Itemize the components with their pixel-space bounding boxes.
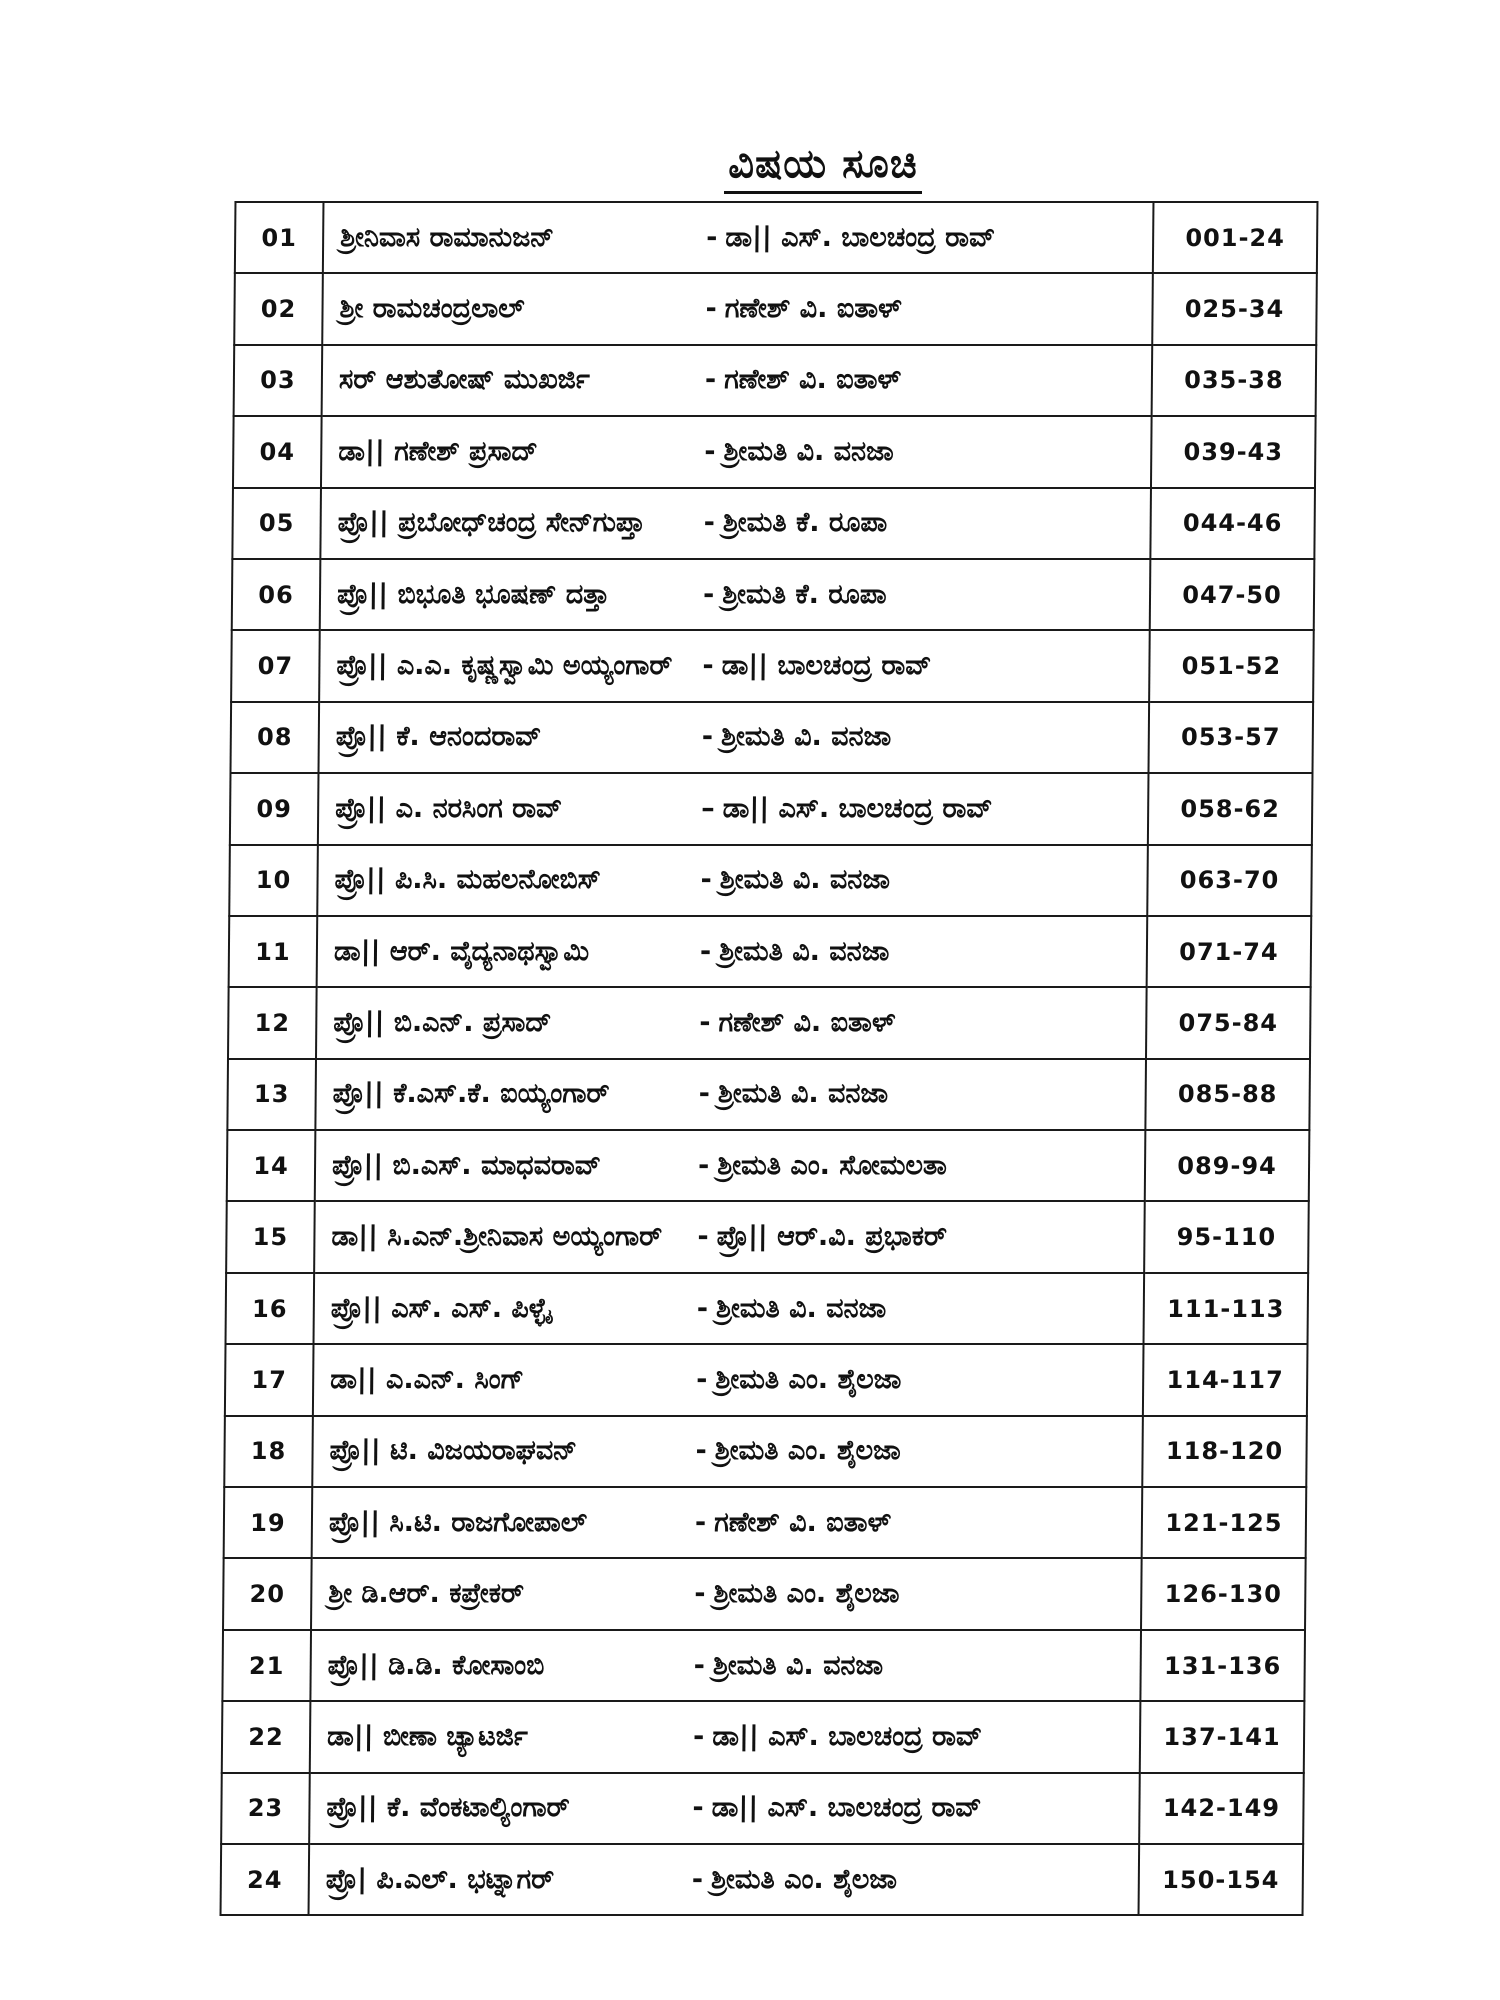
- entry-title-cell: [313, 1344, 1144, 1415]
- entry-title-cell: [310, 1701, 1141, 1772]
- entry-number: 06: [232, 559, 321, 630]
- entry-author: ಶ್ರೀಮತಿ ಎಂ. ಸೋಮಲತಾ: [717, 1149, 947, 1181]
- entry-pages: 121-125: [1142, 1487, 1307, 1558]
- entry-number: 03: [234, 345, 323, 416]
- table-row: [229, 916, 1312, 987]
- entry-number: 01: [235, 202, 324, 273]
- entry-pages: 142-149: [1139, 1773, 1304, 1844]
- entry-author: ಡಾ|| ಎಸ್. ಬಾಲಚಂದ್ರ ರಾವ್: [712, 1720, 983, 1752]
- entry-author: ಶ್ರೀಮತಿ ವಿ. ವನಜಾ: [720, 721, 892, 753]
- entry-topic: ಪ್ರೊ|| ಬಿ.ಎನ್. ಪ್ರಸಾದ್: [333, 1006, 552, 1038]
- entry-separator: –: [701, 792, 715, 824]
- entry-number: 11: [229, 916, 318, 987]
- entry-number: 15: [226, 1201, 315, 1272]
- entry-number: 10: [229, 845, 318, 916]
- entry-number: 23: [221, 1773, 310, 1844]
- entry-pages: 075-84: [1146, 987, 1311, 1058]
- entry-separator: -: [702, 650, 714, 682]
- entry-title-cell: [318, 773, 1149, 844]
- entry-author: ಶ್ರೀಮತಿ ವಿ. ವನಜಾ: [719, 935, 890, 967]
- entry-topic: ಸರ್ ಆಶುತೋಷ್ ಮುಖರ್ಜಿ: [338, 364, 590, 396]
- entry-title-cell: [315, 1130, 1146, 1201]
- table-row: [221, 1844, 1304, 1915]
- entry-pages: 150-154: [1139, 1844, 1304, 1915]
- entry-author: ಶ್ರೀಮತಿ ವಿ. ವನಜಾ: [723, 435, 894, 467]
- table-row: [224, 1416, 1307, 1487]
- table-row: [224, 1487, 1307, 1558]
- entry-topic: ಶ್ರೀ ರಾಮಚಂದ್ರಲಾಲ್: [339, 293, 525, 325]
- table-row: [225, 1344, 1308, 1415]
- table-row: [227, 1130, 1310, 1201]
- entry-title-cell: [316, 987, 1147, 1058]
- entry-pages: 047-50: [1150, 559, 1315, 630]
- entry-title-cell: [310, 1630, 1141, 1701]
- entry-separator: -: [696, 1292, 709, 1324]
- entry-number: 16: [226, 1273, 315, 1344]
- entry-separator: -: [693, 1649, 706, 1681]
- entry-topic: ಡಾ|| ಗಣೇಶ್ ಪ್ರಸಾದ್: [338, 435, 538, 467]
- entry-topic: ಪ್ರೊ|| ಡಿ.ಡಿ. ಕೋಸಾಂಬಿ: [327, 1649, 545, 1681]
- entry-pages: 126-130: [1141, 1558, 1306, 1629]
- entry-author: ಶ್ರೀಮತಿ ಎಂ. ಶೈಲಜಾ: [715, 1363, 902, 1395]
- entry-separator: -: [699, 935, 712, 967]
- entry-topic: ಪ್ರೊ|| ಎ.ಎ. ಕೃಷ್ಣಸ್ವಾಮಿ ಅಯ್ಯಂಗಾರ್: [336, 650, 673, 682]
- entry-author: ಶ್ರೀಮತಿ ವಿ. ವನಜಾ: [717, 1078, 889, 1110]
- entry-separator: -: [700, 864, 712, 896]
- entry-separator: -: [695, 1435, 707, 1467]
- entry-topic: ಪ್ರೊ|| ಪ್ರಬೋಧ್‌ಚಂದ್ರ ಸೇನ್‌ಗುಪ್ತಾ: [337, 507, 646, 539]
- entry-title-cell: [314, 1201, 1145, 1272]
- entry-author: ಡಾ|| ಎಸ್. ಬಾಲಚಂದ್ರ ರಾವ್: [722, 792, 993, 824]
- entry-separator: -: [703, 507, 716, 539]
- entry-author: ಡಾ|| ಎಸ್. ಬಾಲಚಂದ್ರ ರಾವ್: [711, 1792, 982, 1824]
- entry-title-cell: [315, 1059, 1146, 1130]
- table-row: [228, 987, 1311, 1058]
- entry-topic: ಡಾ|| ಆರ್. ವೈದ್ಯನಾಥಸ್ವಾಮಿ: [333, 935, 590, 967]
- entry-number: 14: [227, 1130, 316, 1201]
- contents-table-body: [221, 202, 1318, 1915]
- entry-title-cell: [314, 1273, 1145, 1344]
- entry-separator: -: [692, 1720, 705, 1752]
- entry-topic: ಪ್ರೊ| ಪಿ.ಎಲ್. ಭಟ್ನಾಗರ್: [325, 1863, 555, 1895]
- entry-title-cell: [321, 416, 1152, 487]
- entry-topic: ಪ್ರೊ|| ಪಿ.ಸಿ. ಮಹಲನೋಬಿಸ್: [334, 864, 601, 896]
- entry-number: 09: [230, 773, 319, 844]
- table-row: [227, 1059, 1310, 1130]
- entry-pages: 044-46: [1150, 488, 1315, 559]
- entry-title-cell: [320, 559, 1151, 630]
- entry-separator: -: [696, 1363, 708, 1395]
- table-row: [232, 559, 1315, 630]
- entry-author: ಡಾ|| ಬಾಲಚಂದ್ರ ರಾವ್: [721, 650, 932, 682]
- entry-topic: ಪ್ರೊ|| ಬಿಭೂತಿ ಭೂಷಣ್ ದತ್ತಾ: [336, 578, 610, 610]
- entry-pages: 085-88: [1145, 1059, 1310, 1130]
- entry-author: ಶ್ರೀಮತಿ ಎಂ. ಶೈಲಜಾ: [713, 1578, 900, 1610]
- entry-title-cell: [318, 702, 1149, 773]
- table-row: [222, 1630, 1305, 1701]
- entry-number: 21: [222, 1630, 311, 1701]
- table-row: [234, 273, 1317, 344]
- entry-pages: 137-141: [1140, 1701, 1305, 1772]
- entry-number: 24: [221, 1844, 310, 1915]
- entry-author: ಡಾ|| ಎಸ್. ಬಾಲಚಂದ್ರ ರಾವ್: [725, 221, 996, 253]
- table-row: [232, 488, 1315, 559]
- table-row: [229, 845, 1312, 916]
- page-title: [0, 138, 1500, 190]
- contents-table: [220, 201, 1319, 1916]
- table-row: [235, 202, 1318, 273]
- entry-author: ಶ್ರೀಮತಿ ಕೆ. ರೂಪಾ: [722, 507, 888, 539]
- entry-separator: -: [704, 435, 716, 467]
- entry-number: 04: [233, 416, 322, 487]
- entry-separator: -: [691, 1863, 704, 1895]
- entry-number: 12: [228, 987, 317, 1058]
- table-row: [230, 773, 1313, 844]
- entry-separator: -: [692, 1792, 704, 1824]
- entry-author: ಪ್ರೊ|| ಆರ್.ವಿ. ಪ್ರಭಾಕರ್: [716, 1221, 948, 1253]
- entry-author: ಶ್ರೀಮತಿ ವಿ. ವನಜಾ: [712, 1649, 884, 1681]
- entry-pages: 131-136: [1140, 1630, 1305, 1701]
- entry-topic: ಪ್ರೊ|| ಕೆ. ವೆಂಕಟಾಲ್ಯಿಂಗಾರ್: [326, 1792, 570, 1824]
- entry-title-cell: [312, 1487, 1143, 1558]
- entry-author: ಗಣೇಶ್ ವಿ. ಐತಾಳ್: [714, 1506, 892, 1538]
- entry-separator: -: [698, 1078, 711, 1110]
- table-row: [226, 1201, 1309, 1272]
- entry-title-cell: [309, 1773, 1140, 1844]
- entry-pages: 118-120: [1142, 1416, 1307, 1487]
- entry-number: 02: [234, 273, 323, 344]
- entry-number: 13: [227, 1059, 316, 1130]
- entry-pages: 025-34: [1152, 273, 1317, 344]
- entry-number: 20: [223, 1558, 312, 1629]
- entry-separator: -: [697, 1149, 710, 1181]
- entry-pages: 051-52: [1149, 630, 1314, 701]
- entry-topic: ಪ್ರೊ|| ಕೆ. ಆನಂದರಾವ್: [335, 721, 542, 753]
- entry-topic: ಪ್ರೊ|| ಬಿ.ಎಸ್. ಮಾಧವರಾವ್: [331, 1149, 602, 1181]
- entry-number: 08: [230, 702, 319, 773]
- page-title-text: ವಿಷಯ ಸೂಚಿ: [724, 141, 921, 194]
- entry-title-cell: [319, 630, 1150, 701]
- entry-pages: 058-62: [1148, 773, 1313, 844]
- entry-author: ಗಣೇಶ್ ವಿ. ಐತಾಳ್: [724, 364, 902, 396]
- entry-author: ಶ್ರೀಮತಿ ಎಂ. ಶೈಲಜಾ: [710, 1863, 898, 1895]
- entry-author: ಶ್ರೀಮತಿ ಕೆ. ರೂಪಾ: [722, 578, 887, 610]
- entry-pages: 063-70: [1147, 845, 1312, 916]
- entry-topic: ಪ್ರೊ|| ಟಿ. ವಿಜಯರಾಘವನ್: [329, 1435, 578, 1467]
- table-row: [234, 345, 1317, 416]
- entry-separator: -: [701, 721, 714, 753]
- entry-pages: 001-24: [1153, 202, 1318, 273]
- entry-pages: 114-117: [1143, 1344, 1308, 1415]
- entry-title-cell: [317, 845, 1148, 916]
- table-row: [226, 1273, 1309, 1344]
- entry-title-cell: [312, 1416, 1143, 1487]
- entry-topic: ಶ್ರೀನಿವಾಸ ರಾಮಾನುಜನ್: [340, 221, 555, 253]
- entry-topic: ಪ್ರೊ|| ಸಿ.ಟಿ. ರಾಜಗೋಪಾಲ್: [328, 1506, 588, 1538]
- entry-author: ಶ್ರೀಮತಿ ವಿ. ವನಜಾ: [719, 864, 891, 896]
- table-row: [221, 1773, 1304, 1844]
- entry-separator: -: [694, 1578, 706, 1610]
- entry-topic: ಶ್ರೀ ಡಿ.ಆರ್. ಕಪ್ರೇಕರ್: [328, 1578, 525, 1610]
- entry-title-cell: [311, 1558, 1142, 1629]
- entry-separator: -: [706, 221, 718, 253]
- entry-number: 05: [232, 488, 321, 559]
- entry-number: 22: [222, 1701, 311, 1772]
- entry-number: 17: [225, 1344, 314, 1415]
- entry-pages: 111-113: [1144, 1273, 1309, 1344]
- entry-topic: ಡಾ|| ಬೀಣಾ ಚ್ಯಾಟರ್ಜಿ: [326, 1720, 528, 1752]
- entry-author: ಶ್ರೀಮತಿ ಎಂ. ಶೈಲಜಾ: [714, 1435, 901, 1467]
- entry-pages: 039-43: [1151, 416, 1316, 487]
- entry-title-cell: [322, 273, 1153, 344]
- entry-number: 18: [224, 1416, 313, 1487]
- entry-topic: ಪ್ರೊ|| ಎಸ್. ಎಸ್. ಪಿಳ್ಳೈ: [330, 1292, 551, 1324]
- entry-pages: 035-38: [1152, 345, 1317, 416]
- entry-pages: 089-94: [1145, 1130, 1310, 1201]
- entry-pages: 053-57: [1148, 702, 1313, 773]
- entry-topic: ಡಾ|| ಸಿ.ಎನ್.ಶ್ರೀನಿವಾಸ ಅಯ್ಯಂಗಾರ್: [331, 1221, 663, 1253]
- entry-separator: -: [702, 578, 715, 610]
- entry-author: ಶ್ರೀಮತಿ ವಿ. ವನಜಾ: [715, 1292, 887, 1324]
- table-row: [233, 416, 1316, 487]
- entry-topic: ಪ್ರೊ|| ಕೆ.ಎಸ್.ಕೆ. ಐಯ್ಯಂಗಾರ್: [332, 1078, 610, 1110]
- entry-author: ಗಣೇಶ್ ವಿ. ಐತಾಳ್: [718, 1006, 896, 1038]
- entry-title-cell: [309, 1844, 1140, 1915]
- table-row: [231, 630, 1314, 701]
- entry-separator: -: [697, 1221, 709, 1253]
- entry-title-cell: [322, 345, 1153, 416]
- entry-author: ಗಣೇಶ್ ವಿ. ಐತಾಳ್: [724, 293, 902, 325]
- table-row: [223, 1558, 1306, 1629]
- entry-separator: -: [694, 1506, 707, 1538]
- entry-number: 19: [224, 1487, 313, 1558]
- entry-title-cell: [317, 916, 1148, 987]
- entry-separator: -: [705, 293, 717, 325]
- entry-number: 07: [231, 630, 320, 701]
- entry-pages: 071-74: [1147, 916, 1312, 987]
- entry-separator: -: [704, 364, 717, 396]
- table-row: [222, 1701, 1305, 1772]
- entry-topic: ಪ್ರೊ|| ಎ. ನರಸಿಂಗ ರಾವ್: [335, 792, 563, 824]
- entry-title-cell: [323, 202, 1154, 273]
- entry-topic: ಡಾ|| ಎ.ಎನ್. ಸಿಂಗ್: [330, 1363, 525, 1395]
- table-row: [230, 702, 1313, 773]
- entry-title-cell: [320, 488, 1151, 559]
- entry-separator: -: [699, 1006, 711, 1038]
- entry-pages: 95-110: [1144, 1201, 1309, 1272]
